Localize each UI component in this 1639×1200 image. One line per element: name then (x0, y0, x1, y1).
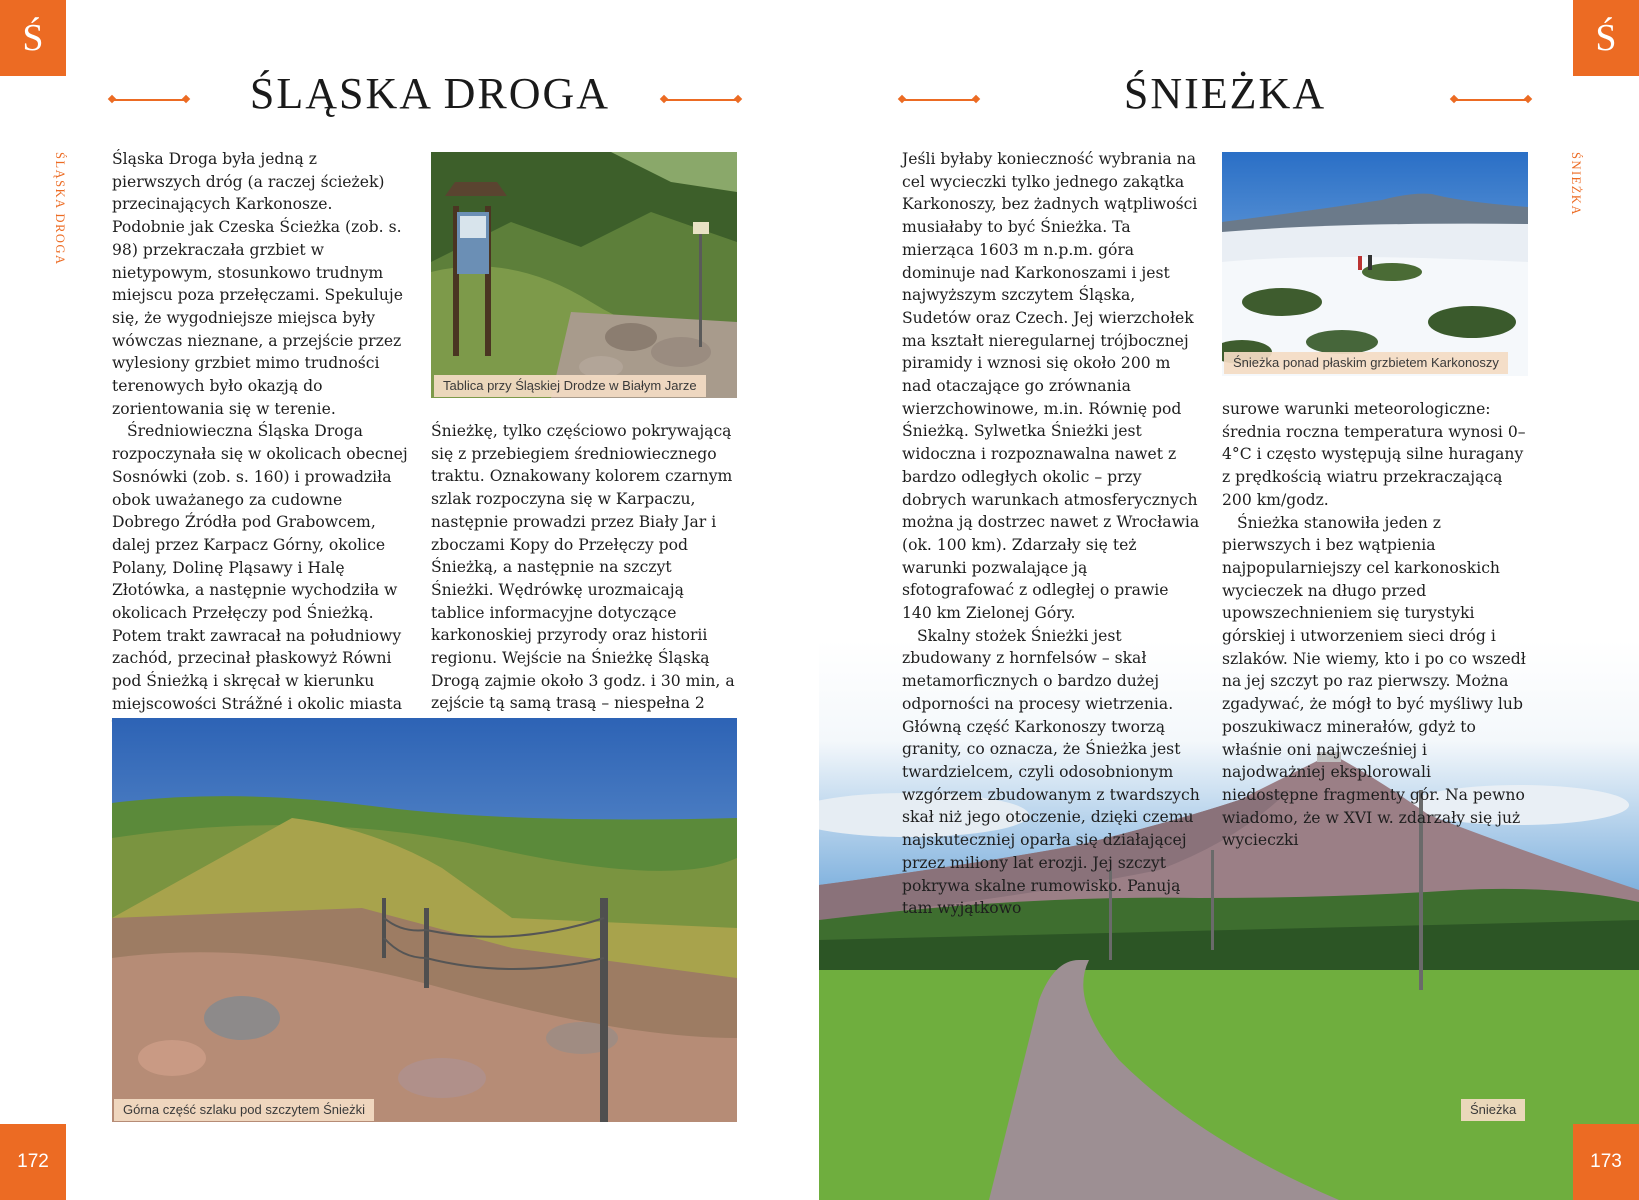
right-title-ornament-left (902, 99, 976, 101)
photo-trail-top (112, 718, 737, 1122)
right-thumb-tab: Ś (1573, 0, 1639, 76)
photo-info-board-caption: Tablica przy Śląskiej Drodze w Białym Jarze (434, 375, 706, 397)
right-title-ornament-right (1454, 99, 1528, 101)
left-thumb-tab: Ś (0, 0, 66, 76)
left-title-ornament-left (112, 99, 186, 101)
photo-sniezka-road-caption: Śnieżka (1461, 1099, 1525, 1121)
paragraph: Średniowieczna Śląska Droga rozpoczynała się w okolicach obecnej Sosnówki (zob. s. 160) i prowadziła obok uważanego za cudowne Dobrego Źródła pod Grabowcem, dalej przez Karpacz Górny, okolice Polany, Dolinę Pląsawy i Halę Złotówka, a następnie wychodziła w okolicach Przełęczy pod Śnieżką. Potem trakt zawracał na południowy zachód, przecinał płaskowyż Równi pod Śnieżką i skręcał w kierunku miejscowości Strážné i okolic miasta (112, 422, 408, 713)
left-text-column-1 (112, 148, 408, 806)
right-text-column-1 (902, 148, 1202, 920)
right-page-title: ŚNIEŻKA (1123, 69, 1327, 118)
paragraph: Skalny stożek Śnieżki jest zbudowany z hornfelsów – skał metamorficznych o bardzo dużej odporności na procesy wietrzenia. Główną część Karkonoszy tworzą granity, co oznacza, że Śnieżka jest twardzielcem, czyli odosobnionym wzgórzem zbudowanym z twardszych skał niż jego otoczenie, dzięki czemu najskuteczniej oparła się działającej przez miliony lat erozji. Jej szczyt pokrywa skalne rumowisko. Panują tam wyjątkowo (902, 626, 1200, 918)
photo-trail-top-caption: Górna część szlaku pod szczytem Śnieżki (114, 1099, 374, 1121)
left-page-number: 172 (0, 1124, 66, 1200)
right-text-column-2 (1222, 398, 1528, 852)
left-page-title: ŚLĄSKA DROGA (249, 69, 611, 118)
paragraph: Jeśli byłaby konieczność wybrania na cel wycieczki tylko jednego zakątka Karkonoszy, bez żadnych wątpliwości musiałaby to być Śnieżka. Ta mierząca 1603 m n.p.m. góra dominuje nad Karkonoszami i jest najwyższym szczytem Śląska, Sudetów oraz Czech. Jej wierzchołek ma kształt nieregularnej trójbocznej piramidy i wznosi się około 200 m nad otaczające go zrównania wierzchowinowe, m.in. Równię pod Śnieżką. Sylwetka Śnieżki jest widoczna i rozpoznawalna nawet z bardzo odległych okolic – przy dobrych warunkach atmosferycznych można ją dostrzec nawet z Wrocławia (ok. 100 km). Zdarzały się też warunki pozwalające ją sfotografować z odległej o prawie 140 km Zielonej Góry. (902, 150, 1200, 623)
left-text-column-2 (431, 420, 737, 738)
paragraph: Śnieżka stanowiła jeden z pierwszych i bez wątpienia najpopularniejszy cel karkonoskich wycieczek na długo przed upowszechnieniem się turystyki górskiej i utworzeniem sieci dróg i szlaków. Nie wiemy, kto i po co wszedł na jej szczyt po raz pierwszy. Można zgadywać, że mógł to być myśliwy lub poszukiwacz minerałów, gdyż to właśnie oni najwcześniej i najodważniej eksplorowali niedostępne fragmenty gór. Na pewno wiadomo, że w XVI w. zdarzały się już wycieczki (1222, 513, 1526, 850)
paragraph: Śląska Droga była jedną z pierwszych dróg (a raczej ścieżek) przecinających Karkonosze. Podobnie jak Czeska Ścieżka (zob. s. 98) przekraczała grzbiet w nietypowym, stosunkowo trudnym miejscu poza przełęczami. Spekuluje się, że wygodniejsze miejsca były wówczas nieznane, a przejście przez wylesiony grzbiet mimo trudności terenowych było okazją do zorientowania się w terenie. (112, 150, 403, 418)
photo-sniezka-winter (1222, 152, 1528, 376)
photo-sniezka-winter-caption: Śnieżka ponad płaskim grzbietem Karkonoszy (1224, 352, 1508, 374)
right-page-number: 173 (1573, 1124, 1639, 1200)
right-running-head: ŚNIEŻKA (1569, 152, 1583, 216)
left-running-head: ŚLĄSKA DROGA (53, 152, 67, 266)
paragraph: surowe warunki meteorologiczne: średnia roczna temperatura wynosi 0–4°C i często występują silne huragany z prędkością wiatru przekraczającą 200 km/godz. (1222, 400, 1526, 509)
paragraph: Śnieżkę, tylko częściowo pokrywającą się z przebiegiem średniowiecznego traktu. Oznakowany kolorem czarnym szlak rozpoczyna się w Karpaczu, następnie prowadzi przez Biały Jar i zboczami Kopy do Przełęczy pod Śnieżką, a następnie na szczyt Śnieżki. Wędrówkę urozmaicają tablice informacyjne dotyczące karkonoskiej przyrody oraz historii regionu. Wejście na Śnieżkę Śląską Drogą zajmie około 3 godz. i 30 min, a zejście tą samą trasą – niespełna 2 (431, 422, 735, 713)
left-title-ornament-right (664, 99, 738, 101)
photo-info-board (431, 152, 737, 398)
